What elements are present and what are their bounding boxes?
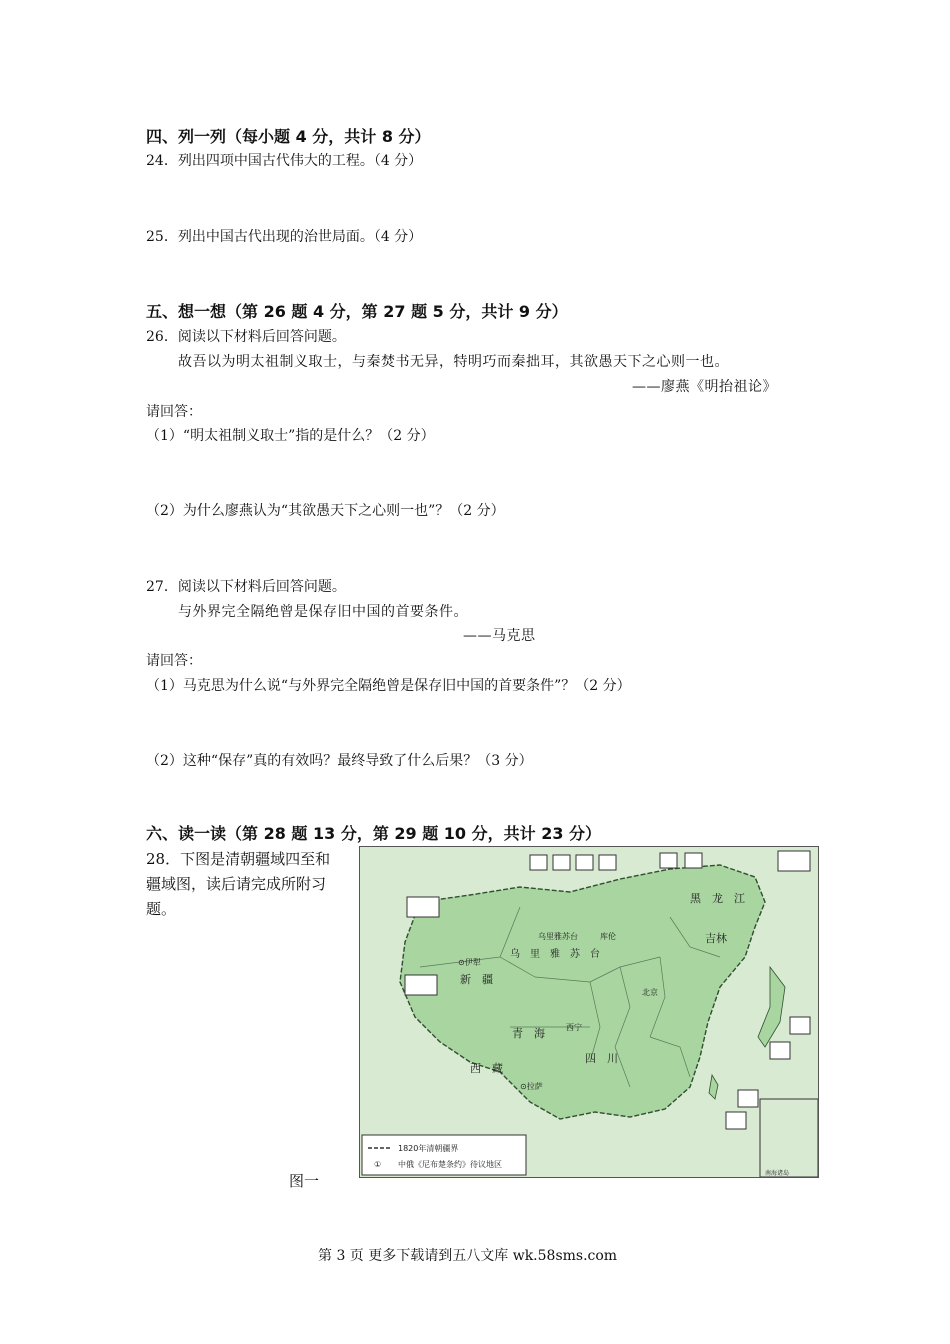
map-label-heilongjiang: 黑 龙 江	[690, 892, 745, 905]
question-26-source: ——廖燕《明抬祖论》	[632, 379, 777, 395]
question-27-sub1: （1）马克思为什么说“与外界完全隔绝曾是保存旧中国的首要条件”？（2 分）	[146, 678, 631, 694]
qing-territory-map	[359, 846, 819, 1178]
map-label-xining: 西宁	[566, 1023, 582, 1032]
section4-heading: 四、列一列（每小题 4 分，共计 8 分）	[146, 127, 431, 146]
answer-box-4[interactable]	[599, 855, 616, 870]
answer-box-9[interactable]	[405, 975, 437, 995]
question-28-line2: 疆域图，读后请完成所附习	[146, 875, 327, 893]
answer-box-2[interactable]	[553, 855, 570, 870]
answer-box-10[interactable]	[790, 1017, 810, 1034]
answer-box-7[interactable]	[778, 851, 810, 871]
legend-treaty-label: 中俄《尼布楚条约》待议地区	[398, 1160, 502, 1169]
question-26-sub2: （2）为什么廖燕认为“其欲愚天下之心则一也”？（2 分）	[146, 503, 505, 519]
map-label-beijing: 北京	[642, 988, 658, 997]
section6-heading: 六、读一读（第 28 题 13 分，第 29 题 10 分，共计 23 分）	[146, 824, 602, 843]
question-27-material: 与外界完全隔绝曾是保存旧中国的首要条件。	[178, 604, 468, 620]
map-label-uliastai: 乌里雅苏台	[538, 932, 578, 941]
answer-box-5[interactable]	[660, 853, 677, 868]
question-28-line1: 28．下图是清朝疆域四至和	[146, 850, 331, 868]
question-25: 25．列出中国古代出现的治世局面。（4 分）	[146, 229, 423, 245]
legend-treaty-symbol: ①	[374, 1160, 382, 1169]
map-label-wulian: 乌 里 雅 苏 台	[510, 949, 600, 960]
map-label-ili: ⊙伊犁	[458, 958, 481, 967]
question-26-material: 故吾以为明太祖制义取士，与秦焚书无异，特明巧而秦拙耳，其欲愚天下之心则一也。	[178, 354, 729, 370]
answer-box-8[interactable]	[407, 897, 439, 917]
map-label-south-sea: 南海诸岛	[765, 1170, 790, 1177]
question-27-source: ——马克思	[463, 628, 536, 644]
map-label-xinjiang: 新 疆	[460, 973, 493, 986]
question-26-ask: 请回答：	[146, 404, 202, 420]
map-label-kulun: 库伦	[600, 932, 616, 941]
figure-caption: 图一	[289, 1172, 320, 1190]
map-legend	[362, 1135, 526, 1175]
question-26-sub1: （1）“明太祖制义取士”指的是什么？（2 分）	[146, 428, 435, 444]
question-28-line3: 题。	[146, 900, 177, 918]
map-label-xizang: 西 藏	[470, 1062, 503, 1075]
answer-box-3[interactable]	[576, 855, 593, 870]
map-label-sichuan: 四 川	[585, 1052, 618, 1065]
legend-border-label: 1820年清朝疆界	[398, 1144, 459, 1153]
question-24: 24．列出四项中国古代伟大的工程。（4 分）	[146, 153, 423, 169]
map-label-qinghai: 青 海	[512, 1027, 545, 1040]
question-27-sub2: （2）这种“保存”真的有效吗？最终导致了什么后果？（3 分）	[146, 753, 533, 769]
question-27-ask: 请回答：	[146, 653, 202, 669]
page-footer: 第 3 页 更多下载请到五八文库 wk.58sms.com	[318, 1248, 618, 1264]
answer-box-1[interactable]	[530, 855, 547, 870]
south-sea-inset	[760, 1099, 818, 1177]
answer-box-11[interactable]	[770, 1042, 790, 1059]
answer-box-12[interactable]	[738, 1090, 758, 1107]
map-label-lhasa: ⊙拉萨	[520, 1082, 543, 1091]
question-26-prompt: 26．阅读以下材料后回答问题。	[146, 329, 346, 345]
section5-heading: 五、想一想（第 26 题 4 分，第 27 题 5 分，共计 9 分）	[146, 302, 568, 321]
question-27-prompt: 27．阅读以下材料后回答问题。	[146, 579, 346, 595]
answer-box-6[interactable]	[685, 853, 702, 868]
map-label-jilin: 吉林	[705, 932, 727, 945]
answer-box-13[interactable]	[726, 1112, 746, 1129]
